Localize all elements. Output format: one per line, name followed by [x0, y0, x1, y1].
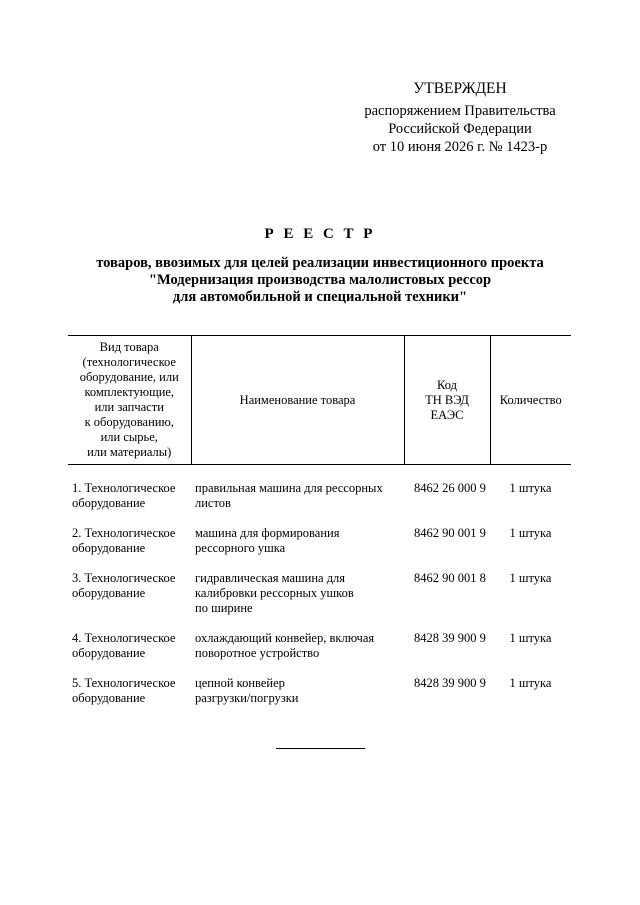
header-goods-type: Вид товара (технологическое оборудование, или комплектующие, или запчасти к оборудованию, или сырье, или материалы) — [68, 336, 191, 465]
cell-tnved-code: 8428 39 900 9 — [414, 631, 486, 645]
header-quantity: Количество — [490, 336, 571, 465]
cell-goods-type: 5. Технологическое оборудование — [72, 676, 176, 705]
cell-goods-type: 2. Технологическое оборудование — [72, 526, 176, 555]
table-row — [68, 465, 571, 527]
title-line: для автомобильной и специальной техники" — [172, 289, 468, 305]
cell-quantity: 1 штука — [509, 481, 552, 495]
approval-line: Российской Федерации — [388, 121, 532, 137]
header-tnved-code: Код ТН ВЭД ЕАЭС — [404, 336, 490, 465]
cell-quantity: 1 штука — [509, 631, 552, 645]
cell-goods-name: машина для формирования рессорного ушка — [195, 526, 340, 555]
registry-table — [68, 335, 571, 721]
header-goods-name: Наименование товара — [191, 336, 404, 465]
table-header-row — [68, 336, 571, 465]
end-of-document-rule — [276, 748, 365, 749]
cell-quantity: 1 штука — [509, 676, 552, 690]
cell-quantity: 1 штука — [509, 571, 552, 585]
cell-goods-name: гидравлическая машина для калибровки рессорных ушков по ширине — [195, 571, 354, 615]
cell-goods-name: цепной конвейер разгрузки/погрузки — [195, 676, 299, 705]
cell-tnved-code: 8462 90 001 9 — [414, 526, 486, 540]
cell-tnved-code: 8428 39 900 9 — [414, 676, 486, 690]
cell-goods-type: 4. Технологическое оборудование — [72, 631, 176, 660]
table-row — [68, 526, 571, 571]
cell-tnved-code: 8462 90 001 8 — [414, 571, 486, 585]
approval-date-number: от 10 июня 2026 г. № 1423-р — [372, 139, 548, 155]
table-row — [68, 571, 571, 631]
cell-tnved-code: 8462 26 000 9 — [414, 481, 486, 495]
document-title — [60, 226, 580, 306]
title-line: "Модернизация производства малолистовых рессор — [148, 272, 492, 288]
title-line: товаров, ввозимых для целей реализации инвестиционного проекта — [96, 255, 544, 271]
cell-goods-name: охлаждающий конвейер, включая поворотное устройство — [195, 631, 375, 660]
table-row — [68, 676, 571, 721]
approval-block — [330, 80, 590, 156]
approval-line: распоряжением Правительства — [364, 103, 556, 119]
cell-goods-type: 1. Технологическое оборудование — [72, 481, 176, 510]
title-heading: Р Е Е С Т Р — [264, 226, 376, 242]
table-row — [68, 631, 571, 676]
cell-goods-type: 3. Технологическое оборудование — [72, 571, 176, 600]
cell-quantity: 1 штука — [509, 526, 552, 540]
cell-goods-name: правильная машина для рессорных листов — [195, 481, 383, 510]
approval-status: УТВЕРЖДЕН — [413, 80, 507, 97]
